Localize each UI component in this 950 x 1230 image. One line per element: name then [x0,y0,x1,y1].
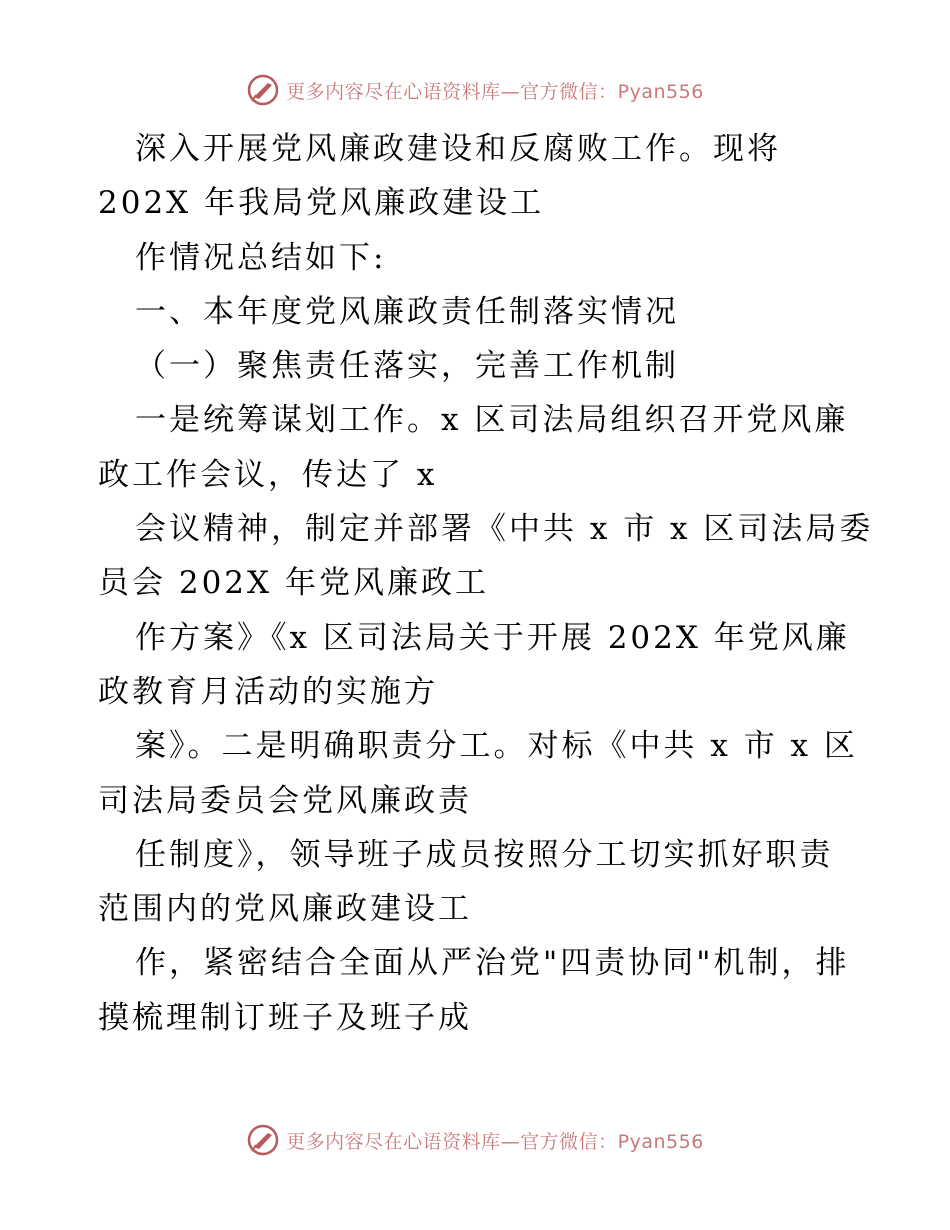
text-line: 范围内的党风廉政建设工 [98,891,472,928]
quill-pen-logo-icon [246,73,280,107]
text-line: 员会 202X 年党风廉政工 [98,565,489,602]
text-line: 作方案》《x 区司法局关于开展 202X 年党风廉 [135,619,850,656]
text-line: 作情况总结如下: [135,239,387,276]
text-line: 政教育月活动的实施方 [98,673,438,710]
text-line: 摸梳理制订班子及班子成 [98,999,472,1036]
text-line: 一、本年度党风廉政责任制落实情况 [135,293,679,330]
watermark-header [0,70,950,110]
document-body [98,122,874,1045]
watermark-footer [0,1120,950,1160]
text-line: 案》。二是明确职责分工。对标《中共 x 市 x 区 [135,728,858,765]
text-line: （一）聚焦责任落实，完善工作机制 [135,348,679,385]
text-line: 政工作会议，传达了 x [98,456,438,493]
text-line: 一是统筹谋划工作。x 区司法局组织召开党风廉 [135,402,849,439]
text-line: 会议精神，制定并部署《中共 x 市 x 区司法局委 [135,511,874,548]
watermark-text: 更多内容尽在心语资料库—官方微信：Pyan556 [286,80,704,103]
text-line: 202X 年我局党风廉政建设工 [98,185,545,222]
text-line: 深入开展党风廉政建设和反腐败工作。现将 [135,131,781,167]
text-line: 司法局委员会党风廉政责 [98,782,472,819]
text-line: 作，紧密结合全面从严治党"四责协同"机制，排 [135,945,850,982]
text-line: 任制度》，领导班子成员按照分工切实抓好职责 [135,836,834,873]
quill-pen-logo-icon [246,1123,280,1157]
watermark-text: 更多内容尽在心语资料库—官方微信：Pyan556 [286,1130,704,1153]
